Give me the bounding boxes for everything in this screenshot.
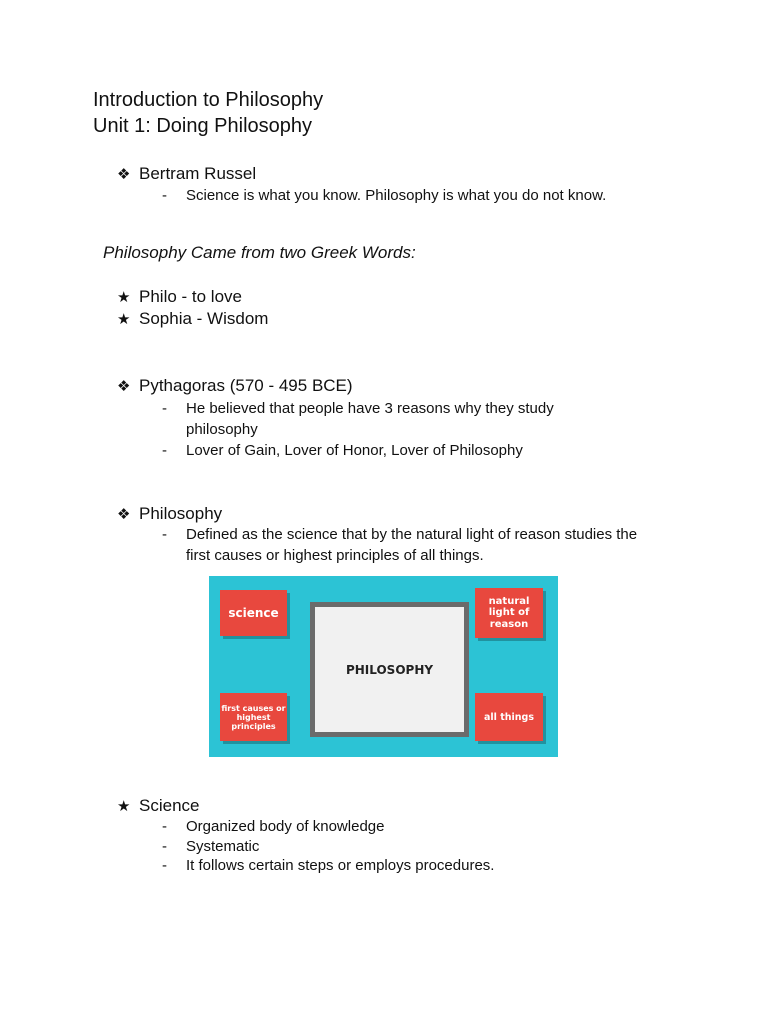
star-bullet-icon: ★: [117, 288, 131, 306]
greek-words-heading: Philosophy Came from two Greek Words:: [103, 243, 416, 262]
diamond-bullet-icon: ❖: [117, 505, 131, 523]
bullet-philo: [117, 286, 242, 308]
card-first-causes: first causes or highest principles: [220, 693, 287, 741]
dash-marker: -: [162, 838, 167, 855]
dash-marker: -: [162, 526, 167, 543]
bullet-philosophy: [117, 503, 222, 525]
sub-bullet: [162, 525, 662, 566]
sub-bullet-text: Lover of Gain, Lover of Honor, Lover of Philosophy: [186, 442, 523, 459]
sub-bullet: [162, 817, 662, 838]
star-bullet-icon: ★: [117, 310, 131, 328]
bullet-text: Pythagoras (570 - 495 BCE): [139, 376, 353, 395]
center-philosophy-box: PHILOSOPHY: [310, 602, 469, 737]
bullet-russel: [117, 163, 256, 185]
bullet-pythagoras: [117, 375, 353, 397]
sub-bullet: [162, 186, 662, 207]
sub-bullet-text: Systematic: [186, 838, 260, 855]
dash-marker: -: [162, 400, 167, 417]
sub-bullet-text: Science is what you know. Philosophy is what you do not know.: [186, 187, 607, 204]
bullet-text: Philosophy: [139, 504, 223, 523]
bullet-text: Bertram Russel: [139, 164, 257, 183]
bullet-sophia: [117, 308, 268, 330]
bullet-text: Science: [139, 796, 200, 815]
document-subtitle: Unit 1: Doing Philosophy: [93, 115, 313, 137]
bullet-science: [117, 795, 199, 817]
philosophy-diagram-image: [209, 576, 558, 757]
dash-marker: -: [162, 857, 167, 874]
card-science: science: [220, 590, 287, 636]
sub-bullet-text: It follows certain steps or employs procedures.: [186, 857, 495, 874]
dash-marker: -: [162, 818, 167, 835]
sub-bullet: [162, 399, 622, 440]
sub-bullet-text: He believed that people have 3 reasons why they study philosophy: [186, 400, 554, 438]
dash-marker: -: [162, 187, 167, 204]
card-all-things: all things: [475, 693, 543, 741]
sub-bullet-text: Organized body of knowledge: [186, 818, 385, 835]
document-title: Introduction to Philosophy: [93, 89, 324, 111]
bullet-text: Sophia - Wisdom: [139, 309, 269, 328]
sub-bullet: [162, 837, 662, 858]
dash-marker: -: [162, 442, 167, 459]
diamond-bullet-icon: ❖: [117, 165, 131, 183]
card-natural-light: natural light of reason: [475, 588, 543, 638]
diamond-bullet-icon: ❖: [117, 377, 131, 395]
sub-bullet: [162, 441, 662, 462]
star-bullet-icon: ★: [117, 797, 131, 815]
sub-bullet: [162, 856, 662, 877]
sub-bullet-text: Defined as the science that by the natural light of reason studies the first causes or highest principles of all things.: [186, 526, 638, 564]
bullet-text: Philo - to love: [139, 287, 242, 306]
